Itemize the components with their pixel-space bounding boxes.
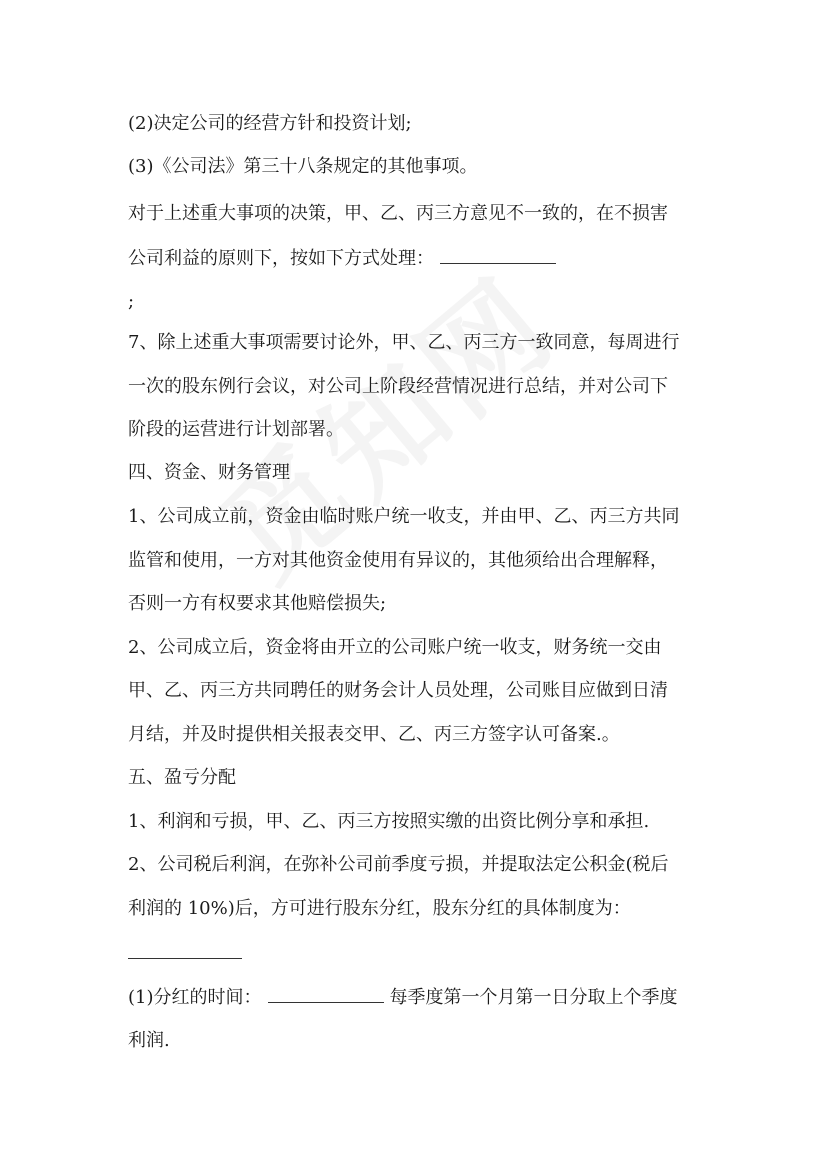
fill-in-blank[interactable] — [128, 940, 242, 959]
dividend-time-text: 每季度第一个月第一日分取上个季度 — [389, 987, 678, 1008]
paragraph-line — [128, 245, 556, 272]
finance-item-1-line: 否则一方有权要求其他赔偿损失; — [128, 593, 387, 614]
finance-item-1-line: 监管和使用，一方对其他资金使用有异议的，其他须给出合理解释， — [128, 550, 668, 571]
dividend-time-label: (1)分红的时间： — [128, 987, 262, 1008]
profit-item-2-line: 2、公司税后利润，在弥补公司前季度亏损，并提取法定公积金(税后 — [128, 854, 669, 875]
fill-in-blank-line — [128, 940, 242, 967]
finance-item-2-line: 2、公司成立后，资金将由开立的公司账户统一收支，财务统一交由 — [128, 637, 662, 658]
item-7-line: 一次的股东例行会议，对公司上阶段经营情况进行总结，并对公司下 — [128, 376, 668, 397]
finance-item-1-line: 1、公司成立前，资金由临时账户统一收支，并由甲、乙、丙三方共同 — [128, 506, 680, 527]
paragraph-line: ; — [128, 291, 135, 312]
dividend-time-line — [128, 984, 678, 1011]
dividend-time-line: 利润. — [128, 1030, 170, 1051]
fill-in-blank[interactable] — [440, 245, 556, 264]
paragraph-text: 公司利益的原则下，按如下方式处理： — [128, 248, 434, 269]
section-heading-profit: 五、盈亏分配 — [128, 767, 236, 788]
item-7-line: 阶段的运营进行计划部署。 — [128, 419, 344, 440]
finance-item-2-line: 月结，并及时提供相关报表交甲、乙、丙三方签字认可备案.。 — [128, 724, 620, 745]
finance-item-2-line: 甲、乙、丙三方共同聘任的财务会计人员处理，公司账目应做到日清 — [128, 680, 668, 701]
clause-3-other-matters: (3)《公司法》第三十八条规定的其他事项。 — [128, 156, 478, 177]
item-7-line: 7、除上述重大事项需要讨论外，甲、乙、丙三方一致同意，每周进行 — [128, 332, 680, 353]
section-heading-finance: 四、资金、财务管理 — [128, 462, 290, 483]
clause-2-decide-policy: (2)决定公司的经营方针和投资计划; — [128, 113, 412, 134]
fill-in-blank[interactable] — [268, 984, 384, 1003]
paragraph-line: 对于上述重大事项的决策，甲、乙、丙三方意见不一致的，在不损害 — [128, 203, 668, 224]
profit-item-2-line: 利润的 10%)后，方可进行股东分红，股东分红的具体制度为： — [128, 898, 631, 919]
profit-item-1: 1、利润和亏损，甲、乙、丙三方按照实缴的出资比例分享和承担. — [128, 811, 650, 832]
